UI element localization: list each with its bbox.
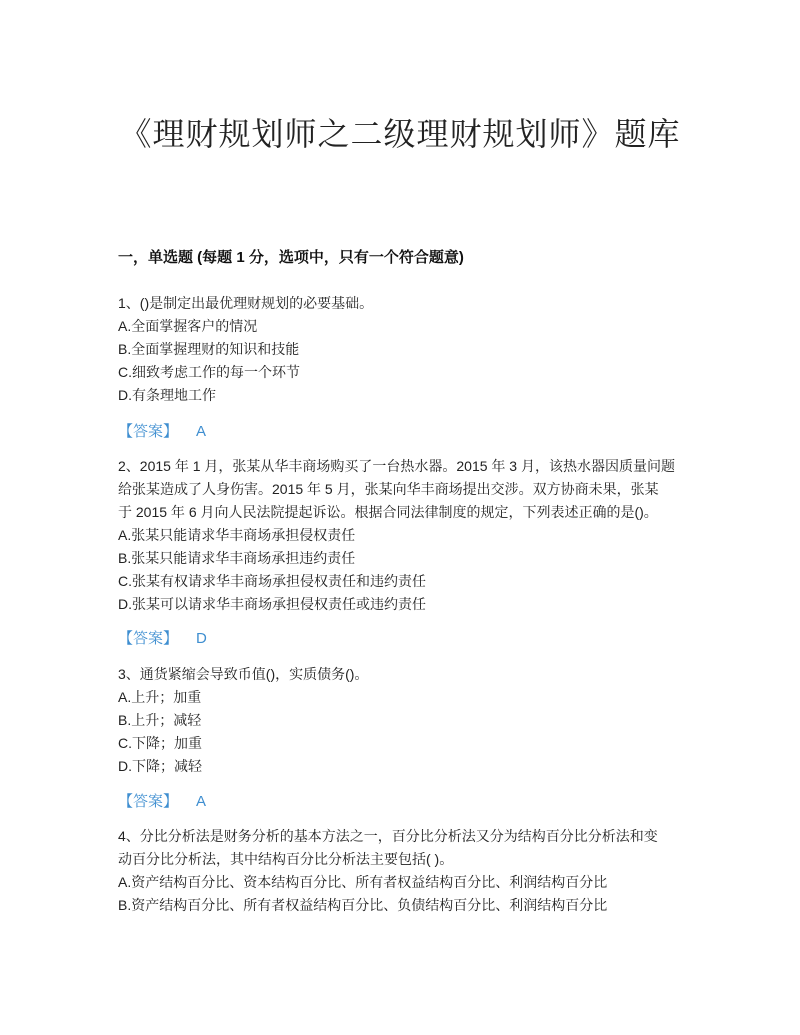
answer-value: A bbox=[196, 793, 207, 810]
question-stem-line-3: 于 2015 年 6 月向人民法院提起诉讼。根据合同法律制度的规定，下列表述正确的是()。 bbox=[118, 504, 658, 520]
document-title: 《理财规划师之二级理财规划师》题库 bbox=[119, 115, 681, 153]
option-b: B.全面掌握理财的知识和技能 bbox=[118, 341, 300, 357]
option-c: C.张某有权请求华丰商场承担侵权责任和违约责任 bbox=[118, 573, 426, 589]
question-stem: 3、通货紧缩会导致币值()，实质债务()。 bbox=[118, 666, 369, 682]
question-stem-line-1: 2、2015 年 1 月，张某从华丰商场购买了一台热水器。2015 年 3 月，该热水器因质量问题 bbox=[118, 458, 675, 474]
question-stem-line-1: 4、分比分析法是财务分析的基本方法之一，百分比分析法又分为结构百分比分析法和变 bbox=[118, 828, 658, 844]
answer-3 bbox=[118, 790, 206, 811]
option-c: C.下降；加重 bbox=[118, 735, 202, 751]
option-a: A.张某只能请求华丰商场承担侵权责任 bbox=[118, 527, 356, 543]
question-2 bbox=[118, 455, 688, 616]
question-stem-line-2: 给张某造成了人身伤害。2015 年 5 月，张某向华丰商场提出交涉。双方协商未果，张某 bbox=[118, 481, 659, 497]
option-c: C.细致考虑工作的每一个环节 bbox=[118, 364, 300, 380]
section-heading: 一，单选题 (每题 1 分，选项中，只有一个符合题意) bbox=[118, 249, 464, 266]
answer-value: D bbox=[196, 630, 207, 647]
answer-2 bbox=[118, 627, 207, 648]
option-a: A.上升；加重 bbox=[118, 689, 202, 705]
question-1 bbox=[118, 292, 688, 407]
option-d: D.有条理地工作 bbox=[118, 387, 216, 403]
option-b: B.张某只能请求华丰商场承担违约责任 bbox=[118, 550, 356, 566]
option-b: B.上升；减轻 bbox=[118, 712, 202, 728]
answer-tag: 【答案】 bbox=[118, 793, 179, 810]
question-4 bbox=[118, 825, 688, 917]
option-a: A.资产结构百分比、资本结构百分比、所有者权益结构百分比、利润结构百分比 bbox=[118, 874, 608, 890]
answer-1 bbox=[118, 420, 206, 441]
answer-tag: 【答案】 bbox=[118, 423, 179, 440]
question-stem-line-2: 动百分比分析法，其中结构百分比分析法主要包括( )。 bbox=[118, 851, 454, 867]
option-a: A.全面掌握客户的情况 bbox=[118, 318, 258, 334]
option-d: D.张某可以请求华丰商场承担侵权责任或违约责任 bbox=[118, 596, 426, 612]
answer-value: A bbox=[196, 423, 207, 440]
question-3 bbox=[118, 663, 688, 778]
question-stem: 1、()是制定出最优理财规划的必要基础。 bbox=[118, 295, 374, 311]
answer-tag: 【答案】 bbox=[118, 630, 179, 647]
option-d: D.下降；减轻 bbox=[118, 758, 202, 774]
option-b: B.资产结构百分比、所有者权益结构百分比、负债结构百分比、利润结构百分比 bbox=[118, 897, 608, 913]
